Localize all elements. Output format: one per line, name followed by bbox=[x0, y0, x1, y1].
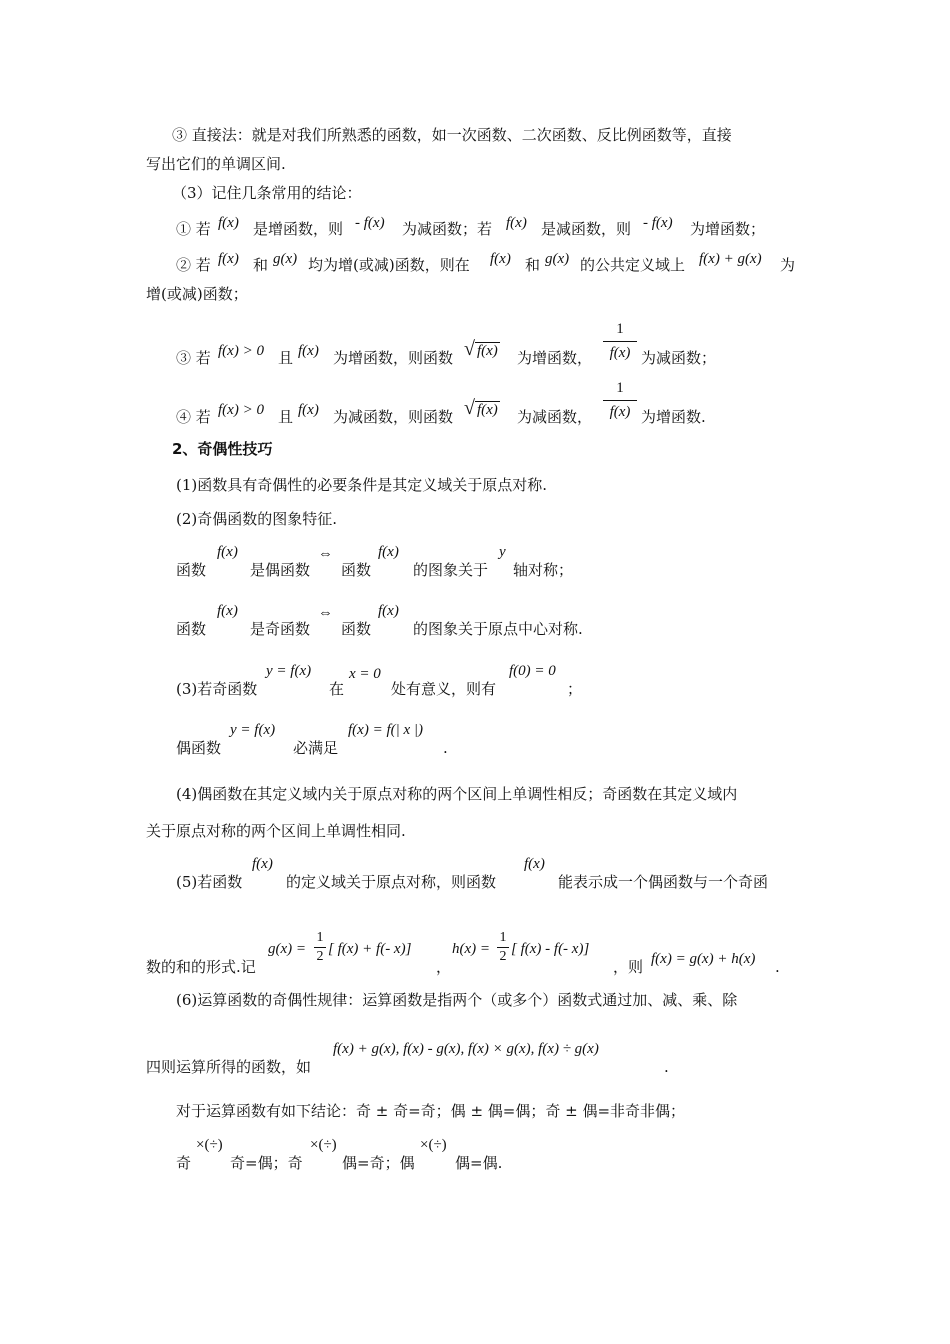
para-conclusions-heading: （3）记住几条常用的结论： bbox=[172, 184, 362, 202]
rule2-line2: 增(或减)函数； bbox=[146, 285, 248, 303]
rule3-text-d: 为增函数， bbox=[517, 349, 593, 367]
parity-item4-line2: 关于原点对称的两个区间上单调性相同. bbox=[146, 822, 406, 840]
even-text-a: 函数 bbox=[176, 561, 207, 579]
rule2-prefix: ② 若 bbox=[176, 256, 211, 274]
rule4-prefix: ④ 若 bbox=[176, 408, 211, 426]
even-text-e: 轴对称； bbox=[513, 561, 574, 579]
parity-item5-line2: 数的和的形式.记 bbox=[146, 958, 256, 976]
rule2-gx: g(x) bbox=[273, 251, 298, 267]
odd-text-a: 函数 bbox=[176, 620, 207, 638]
op-symbol-1: ×(÷) bbox=[196, 1137, 223, 1153]
parity-item3-c: 处有意义，则有 bbox=[391, 680, 497, 698]
rule4-text-d: 为减函数， bbox=[517, 408, 593, 426]
period: . bbox=[775, 958, 780, 976]
rule3-text-e: 为减函数； bbox=[641, 349, 717, 367]
parity-item3-x0: x = 0 bbox=[349, 666, 381, 682]
op-symbol-3: ×(÷) bbox=[420, 1137, 447, 1153]
rule3-fx: f(x) bbox=[298, 343, 319, 359]
rule2-sum: f(x) + g(x) bbox=[699, 251, 762, 267]
h-def-lhs: h(x) = bbox=[452, 941, 491, 957]
rule4-text-c: 为减函数，则函数 bbox=[333, 408, 454, 426]
rule4-reciprocal: 1 f(x) bbox=[603, 380, 637, 421]
rule1-text-b: 是增函数，则 bbox=[253, 220, 344, 238]
rule1-text-c: 为减函数；若 bbox=[402, 220, 493, 238]
odd-iff: ⇔ bbox=[318, 605, 333, 621]
rule2-text-e: 的公共定义域上 bbox=[580, 256, 686, 274]
rule2-gx2: g(x) bbox=[545, 251, 570, 267]
rule4-and: 且 bbox=[278, 408, 294, 426]
rule2-fx: f(x) bbox=[218, 251, 239, 267]
rule3-prefix: ③ 若 bbox=[176, 349, 211, 367]
rule2-and: 和 bbox=[253, 256, 269, 274]
operation-rules-2-c: 偶=奇；偶 bbox=[342, 1154, 415, 1172]
rule3-and: 且 bbox=[278, 349, 294, 367]
even-iff: ⇔ bbox=[318, 546, 333, 562]
odd-text-d: 的图象关于原点中心对称. bbox=[413, 620, 583, 638]
even-condition-eq: y = f(x) bbox=[230, 722, 276, 738]
para-direct-method-line2: 写出它们的单调区间. bbox=[146, 155, 286, 173]
parity-item5-fx: f(x) bbox=[252, 856, 273, 872]
parity-item5-b: 的定义域关于原点对称，则函数 bbox=[286, 873, 497, 891]
parity-item6-line1: (6)运算函数的奇偶性规律：运算函数是指两个（或多个）函数式通过加、减、乘、除 bbox=[176, 991, 738, 1009]
para-direct-method-line1: ③ 直接法：就是对我们所熟悉的函数，如一次函数、二次函数、反比例函数等，直接 bbox=[172, 126, 732, 144]
parity-item3-d: ； bbox=[567, 680, 583, 698]
g-def-half: 1 2 bbox=[314, 930, 326, 965]
odd-text-c: 函数 bbox=[341, 620, 372, 638]
decomposition: f(x) = g(x) + h(x) bbox=[651, 951, 756, 967]
rule4-cond: f(x) > 0 bbox=[218, 402, 264, 418]
operation-rules-1: 对于运算函数有如下结论：奇 ± 奇=奇；偶 ± 偶=偶；奇 ± 偶=非奇非偶； bbox=[176, 1102, 686, 1120]
even-condition-c: . bbox=[443, 739, 448, 757]
period2: . bbox=[664, 1058, 669, 1076]
operation-rules-2-b: 奇=偶；奇 bbox=[230, 1154, 303, 1172]
even-text-b: 是偶函数 bbox=[250, 561, 311, 579]
h-def-rhs: [ f(x) - f(- x)] bbox=[511, 941, 590, 957]
parity-item6-line2: 四则运算所得的函数，如 bbox=[146, 1058, 312, 1076]
rule1-text-d: 是减函数，则 bbox=[541, 220, 632, 238]
rule3-sqrt: √ f(x) bbox=[464, 338, 498, 360]
even-condition-abs: f(x) = f(| x |) bbox=[348, 722, 423, 738]
parity-item3-a: (3)若奇函数 bbox=[176, 680, 258, 698]
parity-item2: (2)奇偶函数的图象特征. bbox=[176, 510, 338, 528]
even-fx2: f(x) bbox=[378, 544, 399, 560]
odd-fx: f(x) bbox=[217, 603, 238, 619]
rule3-reciprocal: 1 f(x) bbox=[603, 321, 637, 362]
even-condition-b: 必满足 bbox=[293, 739, 339, 757]
even-text-d: 的图象关于 bbox=[413, 561, 489, 579]
section-heading-parity: 2、奇偶性技巧 bbox=[172, 440, 273, 458]
rule4-text-e: 为增函数. bbox=[641, 408, 706, 426]
even-fx: f(x) bbox=[217, 544, 238, 560]
rule4-fx: f(x) bbox=[298, 402, 319, 418]
rule3-text-c: 为增函数，则函数 bbox=[333, 349, 454, 367]
parity-item5-a: (5)若函数 bbox=[176, 873, 243, 891]
then-text: ，则 bbox=[613, 958, 644, 976]
parity-item4-line1: (4)偶函数在其定义域内关于原点对称的两个区间上单调性相反；奇函数在其定义域内 bbox=[176, 785, 738, 803]
parity-item5-c: 能表示成一个偶函数与一个奇函 bbox=[558, 873, 769, 891]
parity-item3-eq: y = f(x) bbox=[266, 663, 312, 679]
rule1-fx: f(x) bbox=[218, 215, 239, 231]
rule1-fx2: f(x) bbox=[506, 215, 527, 231]
odd-fx2: f(x) bbox=[378, 603, 399, 619]
comma: ， bbox=[436, 958, 452, 976]
parity-item5-fx2: f(x) bbox=[524, 856, 545, 872]
rule1-neg-fx2: - f(x) bbox=[643, 215, 673, 231]
operation-rules-2-a: 奇 bbox=[176, 1154, 192, 1172]
rule4-sqrt: √ f(x) bbox=[464, 397, 498, 419]
parity-item3-b: 在 bbox=[329, 680, 345, 698]
operation-functions: f(x) + g(x), f(x) - g(x), f(x) × g(x), f(x) ÷ g(x) bbox=[333, 1041, 599, 1057]
even-condition-a: 偶函数 bbox=[176, 739, 222, 757]
operation-rules-2-d: 偶=偶. bbox=[455, 1154, 503, 1172]
rule2-and2: 和 bbox=[525, 256, 541, 274]
odd-text-b: 是奇函数 bbox=[250, 620, 311, 638]
g-def-lhs: g(x) = bbox=[268, 941, 307, 957]
op-symbol-2: ×(÷) bbox=[310, 1137, 337, 1153]
rule2-text-c: 均为增(或减)函数，则在 bbox=[308, 256, 470, 274]
rule2-end: 为 bbox=[780, 256, 796, 274]
rule3-cond: f(x) > 0 bbox=[218, 343, 264, 359]
even-text-c: 函数 bbox=[341, 561, 372, 579]
parity-item3-f0: f(0) = 0 bbox=[509, 663, 556, 679]
parity-item1: (1)函数具有奇偶性的必要条件是其定义域关于原点对称. bbox=[176, 476, 548, 494]
rule1-text-e: 为增函数； bbox=[690, 220, 766, 238]
rule1-prefix: ① 若 bbox=[176, 220, 211, 238]
h-def-half: 1 2 bbox=[497, 930, 509, 965]
even-y: y bbox=[499, 544, 506, 560]
rule1-neg-fx: - f(x) bbox=[355, 215, 385, 231]
rule2-fx2: f(x) bbox=[490, 251, 511, 267]
g-def-rhs: [ f(x) + f(- x)] bbox=[328, 941, 412, 957]
